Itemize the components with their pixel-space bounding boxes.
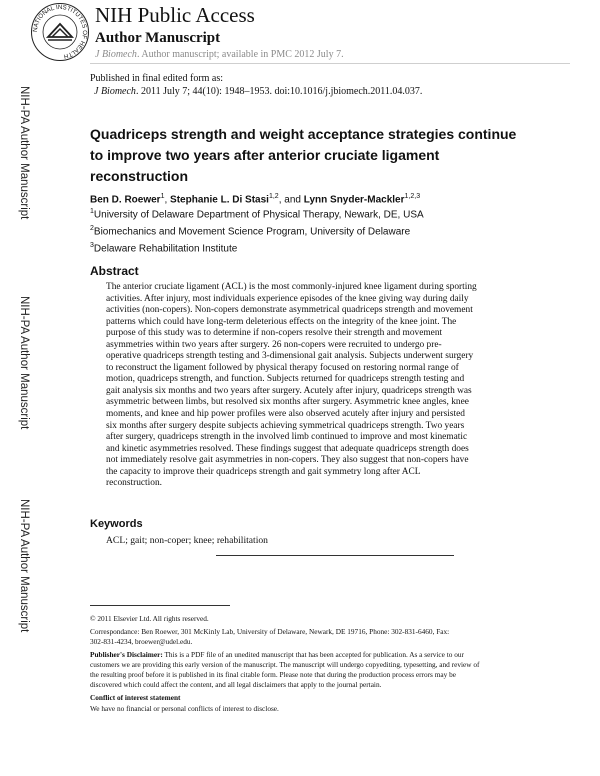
conflict-text: We have no financial or personal conflicts of interest to disclose. [90,703,279,713]
published-journal: J Biomech [94,86,136,97]
abstract-line: activities. After injury, most individuals experience episodes of the knee giving way during daily [106,293,469,304]
author-sup: 1,2,3 [404,193,421,200]
disclaimer-line: the resulting proof before it is published in its final citable form. Please note that during the production process errors may be [90,670,456,680]
availability-text: . Author manuscript; available in PMC 2012 July 7. [136,49,344,60]
abstract-line: the capacity to improve their quadriceps strength and gait symmetry long after ACL [106,466,421,477]
author-name: Lynn Snyder-Mackler [303,194,405,206]
affiliation-1 [90,208,424,220]
abstract-line: after surgery, quadriceps strength in the involved limb continued to improve and most kinematic [106,432,468,443]
abstract-line: reconstruction. [106,478,162,489]
abstract-line: patterns which could have long-term deleterious effects on the integrity of the knee joint. The [106,316,457,327]
header-subtitle: Author Manuscript [95,30,221,46]
abstract-body [106,282,572,490]
correspondence-line: 302-831-4234, broewer@udel.edu. [90,637,193,647]
author-separator: , and [278,194,304,206]
affiliation-text: University of Delaware Department of Physical Therapy, Newark, DE, USA [93,209,424,221]
published-citation-text: . 2011 July 7; 44(10): 1948–1953. doi:10.1016/j.jbiomech.2011.04.037. [135,86,423,97]
abstract-line: purpose of this study was to determine if non-copers resolve their strength and movement [106,328,443,339]
title-line-3: reconstruction [90,168,189,184]
affiliation-sup: 3 [90,242,94,249]
author-name: Ben D. Roewer [90,194,161,206]
affiliation-sup: 2 [90,225,94,232]
header-rule [90,63,570,64]
title-line-2: to improve two years after anterior cruciate ligament [90,147,440,163]
disclaimer-label: Publisher's Disclaimer: [90,649,163,659]
availability-journal: J Biomech [95,49,137,60]
author-separator: , [164,194,171,206]
article-title [90,124,570,187]
nih-seal-icon [30,2,90,62]
header-title: NIH Public Access [95,3,255,27]
conflict-heading: Conflict of interest statement [90,693,181,703]
abstract-line: motion, quadriceps strength, and function. Subjects returned for quadriceps strength testing and [106,374,465,385]
author-sup: 1,2 [268,193,279,200]
keywords-rule [216,555,454,556]
affiliation-2 [90,225,410,237]
published-label: Published in final edited form as: [90,73,224,84]
keywords-text: ACL; gait; non-coper; knee; rehabilitation [106,535,268,546]
published-citation [94,86,422,97]
affiliation-sup: 1 [90,208,94,215]
abstract-line: operative quadriceps strength testing and 3-dimensional gait analysis. Subjects underwent surgery [106,351,474,362]
sidebar-label-2: NIH-PA Author Manuscript [18,296,30,430]
abstract-line: asymmetric between limbs, but resolved six months after surgery. Asymmetric knee angles, knee [106,397,469,408]
abstract-line: gait analysis six months and two years after surgery. Acutely after injury, quadriceps strength was [106,385,472,396]
abstract-line: six months after surgery despite subjects achieving symmetrical quadriceps strength. Two years [106,420,465,431]
abstract-heading: Abstract [90,264,139,278]
footer-notes [90,614,575,714]
affiliation-3 [90,242,237,254]
footnote-rule [90,605,230,606]
abstract-line: to reconstruct the ligament followed by physical therapy focused on restoring normal range of [106,362,459,373]
affiliation-text: Delaware Rehabilitation Institute [93,243,238,255]
nih-logo [30,2,90,62]
abstract-line: The anterior cruciate ligament (ACL) is the most commonly-injured knee ligament during sporting [106,282,477,292]
disclaimer-text: This is a PDF file of an unedited manuscript that has been accepted for publication. As a service to our [162,649,464,659]
abstract-line: asymmetries within two years after surgery. 26 non-copers were recruited to undergo pre- [106,339,442,350]
svg-text:NATIONAL INSTITUTES OF HEALTH: NATIONAL INSTITUTES OF HEALTH [31,3,89,60]
abstract-line: moments, and knee and hip power profiles were also observed acutely after injury and persisted [106,409,465,420]
abstract-line: activities (non-copers). Non-copers demonstrate asymmetrical quadriceps strength and movement [106,305,473,316]
author-sup: 1 [160,193,165,200]
abstract-line: not immediately resolve gait asymmetries in non-copers. They also suggest that non-copers have [106,455,469,466]
sidebar-label-3: NIH-PA Author Manuscript [18,499,30,633]
title-line-1: Quadriceps strength and weight acceptance strategies continue [90,126,517,142]
copyright-text: © 2011 Elsevier Ltd. All rights reserved. [90,614,209,623]
keywords-heading: Keywords [90,518,143,530]
availability-line [95,49,344,60]
author-list [90,193,420,205]
disclaimer-line: discovered which could affect the content, and all legal disclaimers that apply to the journal pertain. [90,680,382,690]
abstract-line: and kinetic asymmetries resolved. These findings suggest that adequate quadriceps strength does [106,443,469,454]
correspondence-line: Correspondance: Ben Roewer, 301 McKinly Lab, University of Delaware, Newark, DE 19716, Phone: 302-831-6460, Fax: [90,627,450,637]
author-name: Stephanie L. Di Stasi [170,194,269,206]
affiliation-text: Biomechanics and Movement Science Program, University of Delaware [93,226,411,238]
disclaimer-line: customers we are providing this early version of the manuscript. The manuscript will undergo copyediting, typesetting, and review of [90,659,480,669]
sidebar-label-1: NIH-PA Author Manuscript [18,86,30,220]
disclaimer-line [90,650,575,660]
